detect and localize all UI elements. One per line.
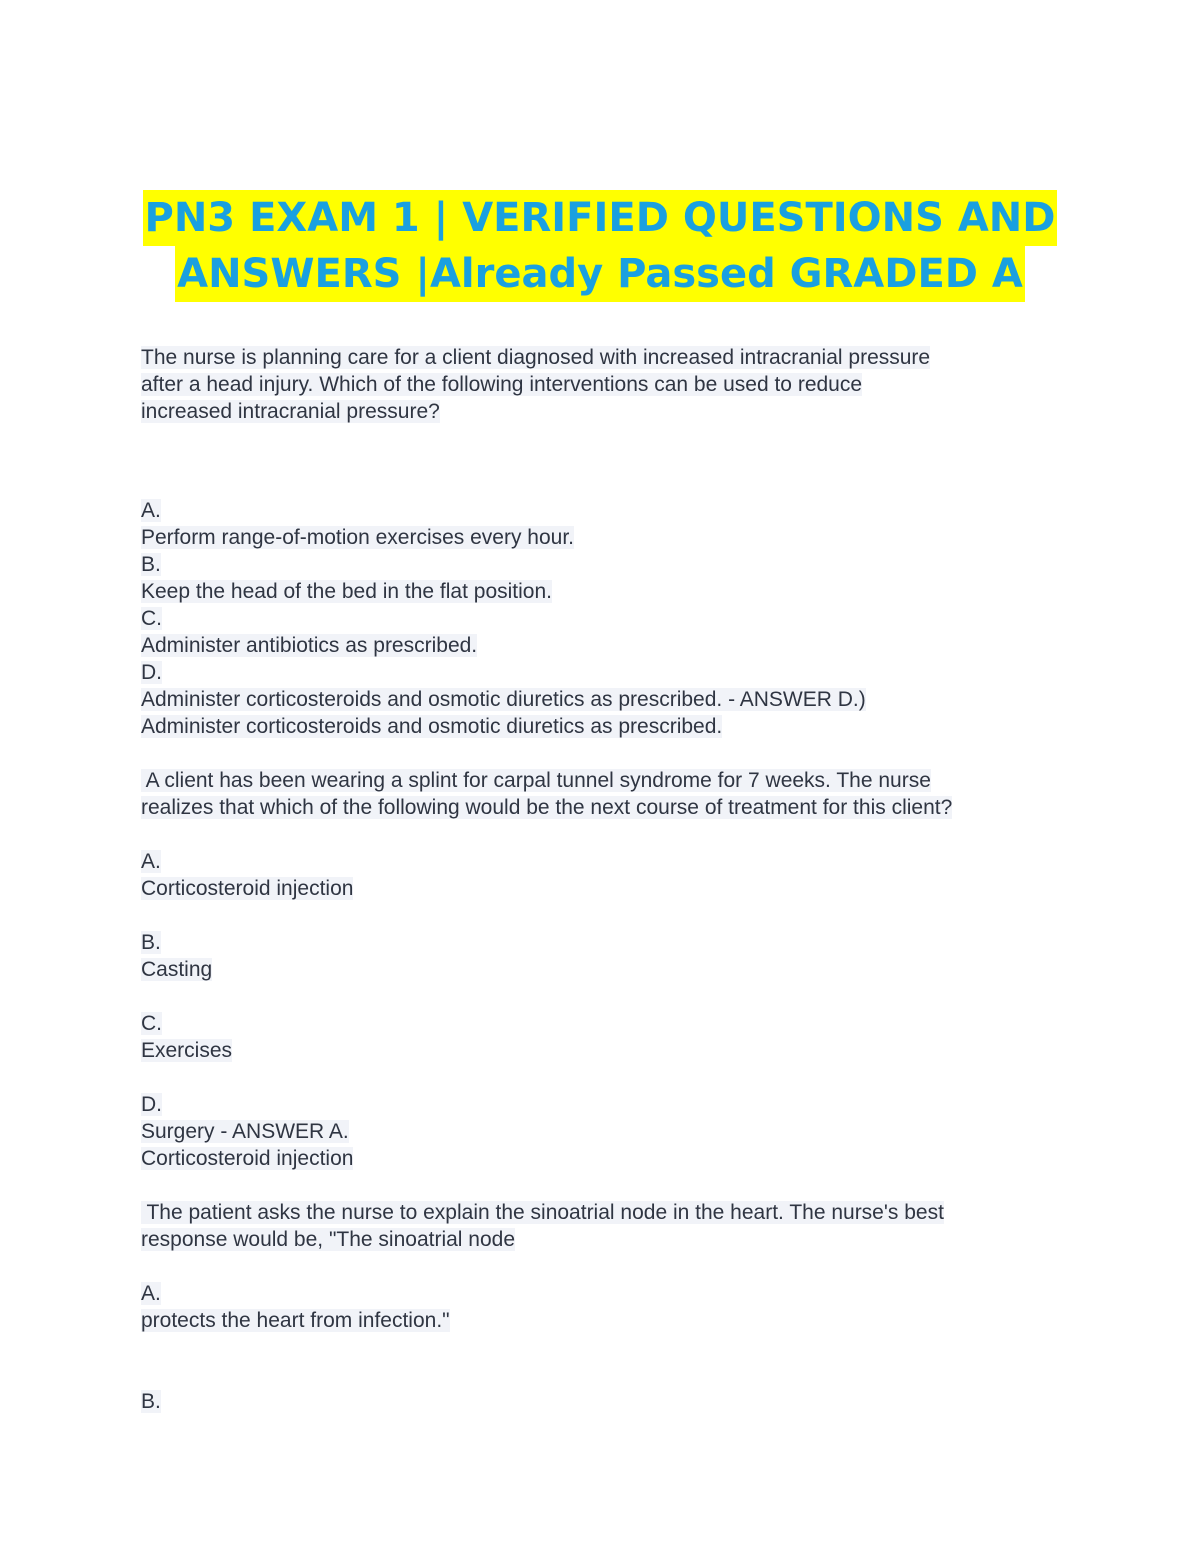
- question-1-stem-line-1: The nurse is planning care for a client diagnosed with increased intracranial pressure: [141, 346, 931, 369]
- question-1: [141, 344, 1071, 740]
- question-1-option-a-label: A.: [141, 499, 161, 522]
- question-1-option-b-text: Keep the head of the bed in the flat position.: [141, 580, 552, 603]
- question-2-stem-line-2: realizes that which of the following would be the next course of treatment for this client?: [141, 796, 953, 819]
- title-line-2: ANSWERS |Already Passed GRADED A: [175, 246, 1025, 302]
- question-2-option-c-label: C.: [141, 1012, 162, 1035]
- question-1-stem-line-2: after a head injury. Which of the following interventions can be used to reduce: [141, 373, 863, 396]
- question-2-option-c-text: Exercises: [141, 1039, 233, 1062]
- document-title: [0, 190, 1200, 302]
- question-1-option-d-text: Administer corticosteroids and osmotic diuretics as prescribed. - ANSWER D.): [141, 688, 866, 711]
- question-2-option-b-label: B.: [141, 931, 161, 954]
- question-3-option-a-text: protects the heart from infection.": [141, 1309, 450, 1332]
- question-1-option-a-text: Perform range-of-motion exercises every hour.: [141, 526, 575, 549]
- question-3-option-a-label: A.: [141, 1282, 161, 1305]
- question-1-option-c-label: C.: [141, 607, 162, 630]
- question-1-stem-line-3: increased intracranial pressure?: [141, 400, 440, 423]
- question-1-option-c-text: Administer antibiotics as prescribed.: [141, 634, 478, 657]
- question-2-option-b-text: Casting: [141, 958, 213, 981]
- question-2-stem-line-1: A client has been wearing a splint for carpal tunnel syndrome for 7 weeks. The nurse: [141, 769, 931, 792]
- question-2-option-d-text: Surgery - ANSWER A.: [141, 1120, 349, 1143]
- question-2-option-a-text: Corticosteroid injection: [141, 877, 354, 900]
- question-1-option-b-label: B.: [141, 553, 161, 576]
- question-2-option-d-label: D.: [141, 1093, 162, 1116]
- question-2-answer: Corticosteroid injection: [141, 1147, 354, 1170]
- question-3: [141, 1199, 1071, 1415]
- question-1-option-d-label: D.: [141, 661, 162, 684]
- question-2: [141, 767, 1071, 1172]
- question-3-option-b-label: B.: [141, 1390, 161, 1413]
- question-2-option-a-label: A.: [141, 850, 161, 873]
- title-line-1: PN3 EXAM 1 | VERIFIED QUESTIONS AND: [143, 190, 1058, 246]
- question-3-stem-line-2: response would be, "The sinoatrial node: [141, 1228, 516, 1251]
- question-1-answer: Administer corticosteroids and osmotic diuretics as prescribed.: [141, 715, 723, 738]
- document-body: [141, 344, 1071, 1415]
- question-3-stem-line-1: The patient asks the nurse to explain the sinoatrial node in the heart. The nurse's best: [141, 1201, 944, 1224]
